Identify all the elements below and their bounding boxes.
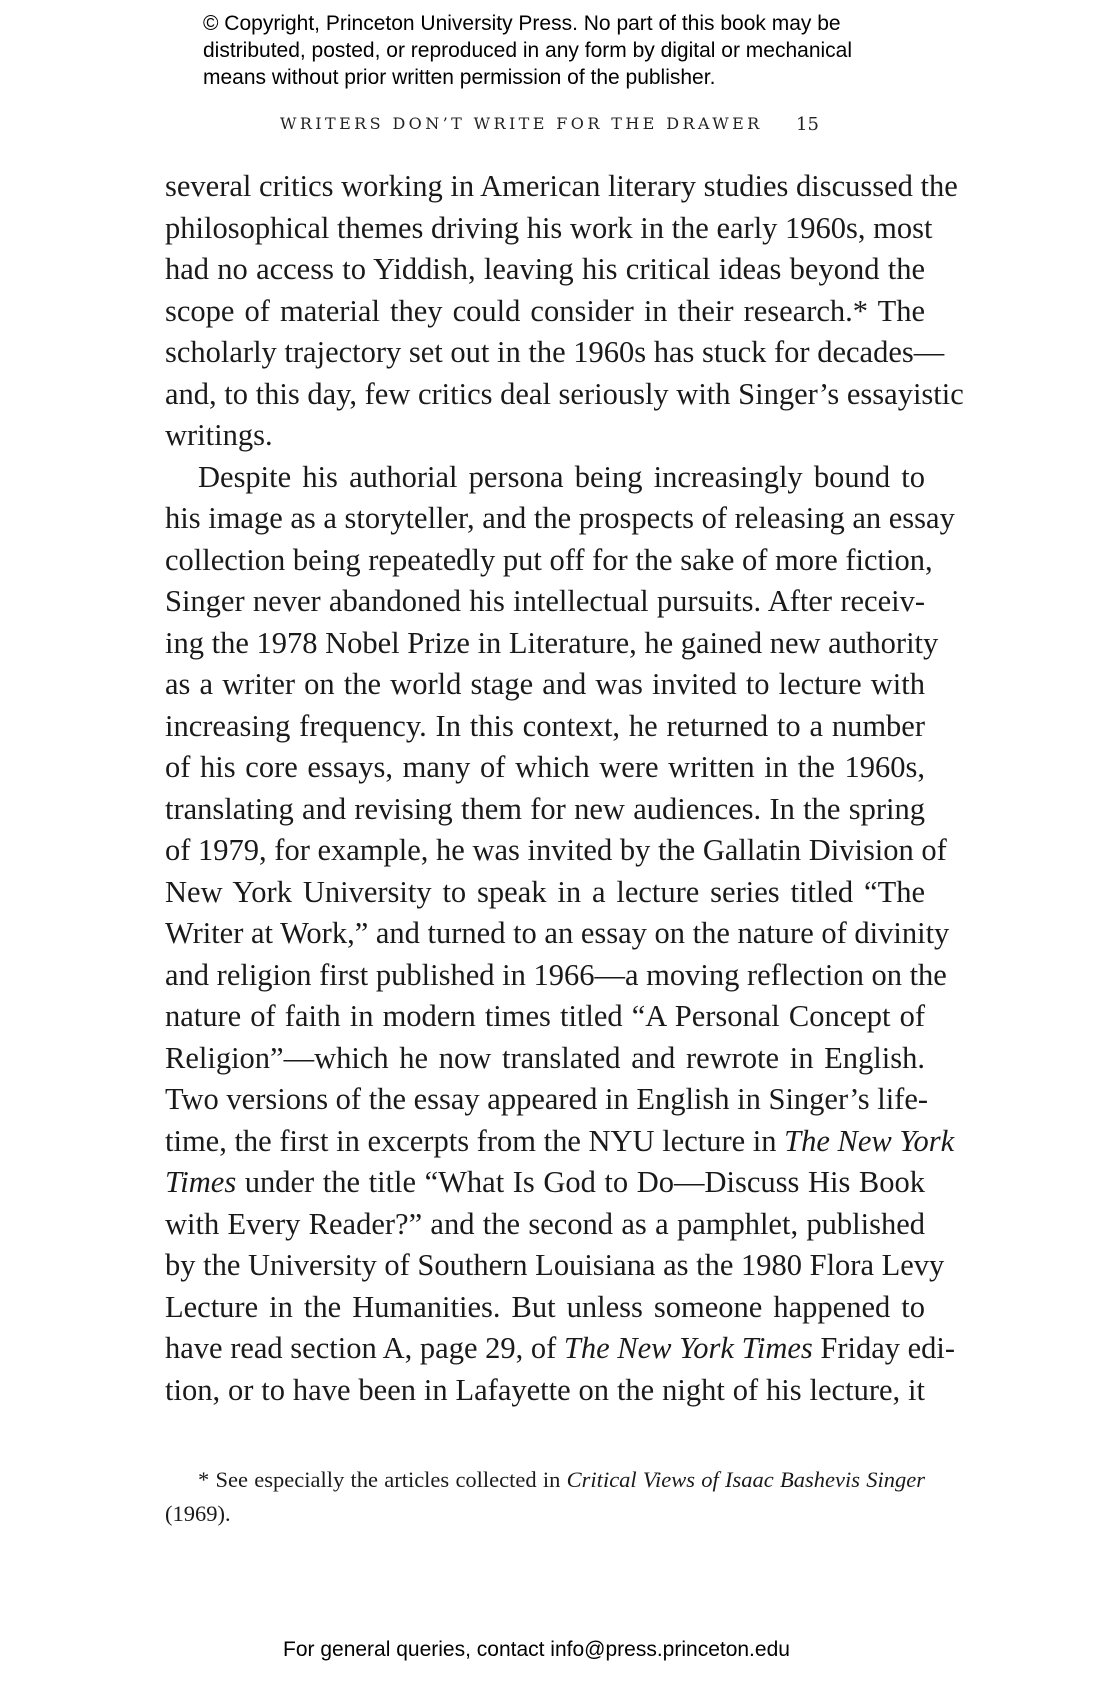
footnote-line bbox=[165, 1463, 925, 1497]
text-line: by the University of Southern Louisiana as the 1980 Flora Levy bbox=[165, 1248, 945, 1282]
book-title-italic: The New York Times bbox=[563, 1331, 813, 1365]
text-line: had no access to Yiddish, leaving his critical ideas beyond the bbox=[165, 252, 925, 286]
text-line: with Every Reader?” and the second as a pamphlet, published bbox=[165, 1206, 925, 1241]
footnote-line: (1969). bbox=[165, 1501, 231, 1526]
text-line bbox=[165, 1162, 925, 1204]
footnote bbox=[165, 1463, 925, 1531]
text-line: his image as a storyteller, and the prospects of releasing an essay bbox=[165, 501, 955, 535]
text-line: philosophical themes driving his work in the early 1960s, most bbox=[165, 210, 933, 245]
text-line: writings. bbox=[165, 418, 273, 452]
text-segment: time, the first in excerpts from the NYU lecture in bbox=[165, 1123, 785, 1158]
copyright-line: © Copyright, Princeton University Press. No part of this book may be bbox=[203, 12, 841, 35]
text-line: translating and revising them for new audiences. In the spring bbox=[165, 791, 925, 826]
text-line: and religion first published in 1966—a moving reflection on the bbox=[165, 957, 947, 992]
text-line: tion, or to have been in Lafayette on the night of his lecture, it bbox=[165, 1372, 925, 1407]
text-line: scholarly trajectory set out in the 1960s has stuck for decades— bbox=[165, 335, 945, 369]
text-line: Despite his authorial persona being increasingly bound to bbox=[198, 459, 925, 494]
text-line: Two versions of the essay appeared in English in Singer’s life- bbox=[165, 1082, 929, 1116]
text-line: scope of material they could consider in their research.* The bbox=[165, 293, 925, 328]
text-line: nature of faith in modern times titled “A Personal Concept of bbox=[165, 999, 925, 1033]
page-number: 15 bbox=[796, 114, 819, 135]
text-line: as a writer on the world stage and was invited to lecture with bbox=[165, 667, 925, 701]
footnote-book-title: Critical Views of Isaac Bashevis Singer bbox=[566, 1467, 926, 1492]
text-line: collection being repeatedly put off for the sake of more fiction, bbox=[165, 542, 933, 577]
text-line bbox=[165, 1121, 955, 1163]
text-segment: Friday edi- bbox=[812, 1331, 956, 1365]
copyright-line: distributed, posted, or reproduced in any form by digital or mechanical bbox=[203, 39, 853, 62]
footer-contact: For general queries, contact info@press.princeton.edu bbox=[283, 1638, 790, 1661]
text-line: Writer at Work,” and turned to an essay on the nature of divinity bbox=[165, 916, 950, 950]
text-line: and, to this day, few critics deal seriously with Singer’s essayistic bbox=[165, 376, 964, 411]
text-line: Singer never abandoned his intellectual pursuits. After receiv- bbox=[165, 584, 925, 618]
text-line: New York University to speak in a lecture series titled “The bbox=[165, 874, 925, 909]
book-title-italic: The New York bbox=[784, 1123, 955, 1158]
text-segment: have read section A, page 29, of bbox=[165, 1331, 564, 1365]
copyright-notice bbox=[203, 10, 923, 91]
text-line: Religion”—which he now translated and rewrote in English. bbox=[165, 1040, 925, 1075]
footnote-text: * See especially the articles collected in bbox=[198, 1467, 567, 1492]
book-title-italic: Times bbox=[165, 1165, 237, 1199]
text-line: of his core essays, many of which were written in the 1960s, bbox=[165, 750, 925, 784]
text-segment: under the title “What Is God to Do—Discuss His Book bbox=[236, 1165, 925, 1199]
text-line: several critics working in American literary studies discussed the bbox=[165, 169, 958, 203]
text-line: Lecture in the Humanities. But unless someone happened to bbox=[165, 1289, 925, 1324]
text-line: increasing frequency. In this context, he returned to a number bbox=[165, 708, 925, 743]
copyright-line: means without prior written permission of the publisher. bbox=[203, 66, 716, 89]
text-line: of 1979, for example, he was invited by the Gallatin Division of bbox=[165, 833, 947, 867]
text-line bbox=[165, 1328, 956, 1370]
running-head-title: WRITERS DON’T WRITE FOR THE DRAWER bbox=[280, 114, 763, 133]
text-line: ing the 1978 Nobel Prize in Literature, he gained new authority bbox=[165, 625, 939, 660]
body-text bbox=[165, 166, 964, 1411]
